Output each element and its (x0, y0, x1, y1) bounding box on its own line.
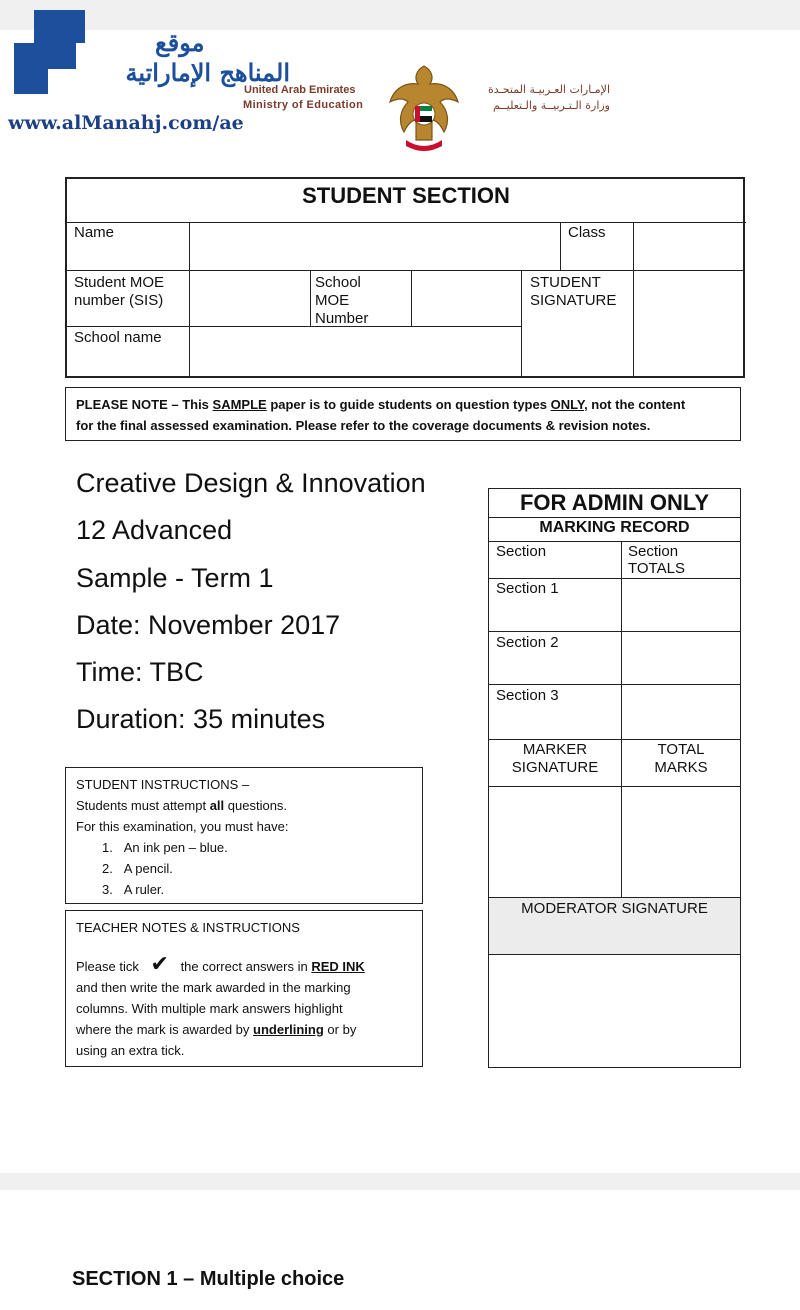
name-field[interactable] (189, 222, 561, 271)
marker-signature-label-1: MARKER (522, 741, 588, 758)
school-moe-label-3: Number (315, 310, 369, 327)
student-signature-label-2: SIGNATURE (530, 292, 617, 309)
student-signature-field[interactable] (633, 270, 745, 378)
exam-term: Sample - Term 1 (76, 563, 274, 593)
teacher-notes-line-5: using an extra tick. (76, 1043, 185, 1058)
section-3-label: Section 3 (496, 687, 559, 704)
ministry-name-ar-1: الإمـارات العـربيـة المتحـدة (488, 83, 610, 96)
student-instructions-heading: STUDENT INSTRUCTIONS – (76, 777, 250, 792)
section-1-heading: SECTION 1 – Multiple choice (72, 1268, 345, 1290)
section-totals-header-1: Section (628, 543, 679, 560)
student-section-table (65, 177, 745, 378)
total-marks-field[interactable] (621, 786, 741, 898)
moderator-signature-label: MODERATOR SIGNATURE (521, 900, 708, 917)
student-instructions-box (65, 767, 423, 904)
class-label: Class (568, 224, 606, 241)
document-page-2 (0, 1190, 800, 1310)
moe-number-label-1: Student MOE (74, 274, 165, 291)
ministry-name-ar-2: وزارة الـتـربيــة والـتعليــم (492, 99, 610, 112)
marker-signature-field[interactable] (488, 786, 622, 898)
student-signature-label-1: STUDENT (530, 274, 601, 291)
section-3-total-field[interactable] (621, 684, 741, 740)
moderator-signature-field[interactable] (488, 954, 741, 1068)
school-name-field[interactable] (189, 326, 522, 378)
school-moe-field[interactable] (411, 270, 522, 327)
student-instructions-line-2: For this examination, you must have: (76, 819, 289, 834)
section-1-label: Section 1 (496, 580, 559, 597)
teacher-notes-line-2: and then write the mark awarded in the marking (76, 980, 351, 995)
teacher-notes-line-4: where the mark is awarded by underlining or by (76, 1022, 357, 1037)
list-item: 3. A ruler. (102, 882, 165, 897)
section-2-total-field[interactable] (621, 631, 741, 685)
marking-record-title: MARKING RECORD (539, 519, 690, 536)
section-1-total-field[interactable] (621, 578, 741, 632)
site-url[interactable]: www.alManahj.com/ae (8, 112, 244, 134)
school-moe-label-1: School (315, 274, 361, 291)
list-item: 1. An ink pen – blue. (102, 840, 228, 855)
teacher-notes-line-3: columns. With multiple mark answers highlight (76, 1001, 343, 1016)
teacher-notes-line-1: Please tick ✔ the correct answers in RED INK (76, 951, 365, 976)
exam-date: Date: November 2017 (76, 610, 341, 640)
section-2-label: Section 2 (496, 634, 559, 651)
moe-number-label-2: number (SIS) (74, 292, 164, 309)
exam-duration: Duration: 35 minutes (76, 704, 326, 734)
ministry-name-en-1: United Arab Emirates (244, 84, 356, 96)
site-name-line2: المناهج الإماراتية (125, 58, 290, 87)
marker-signature-label-2: SIGNATURE (511, 759, 599, 776)
teacher-notes-heading: TEACHER NOTES & INSTRUCTIONS (76, 920, 300, 935)
admin-title: FOR ADMIN ONLY (519, 490, 710, 515)
notice-line-2: for the final assessed examination. Please refer to the coverage documents & revision notes. (76, 418, 651, 433)
moe-number-field[interactable] (189, 270, 311, 327)
exam-level: 12 Advanced (76, 515, 233, 545)
class-field[interactable] (633, 222, 745, 271)
exam-time: Time: TBC (76, 657, 204, 687)
site-name-line1: موقع (155, 28, 205, 57)
school-name-label: School name (74, 329, 162, 346)
tick-icon: ✔ (150, 951, 169, 976)
total-marks-label-1: TOTAL (657, 741, 705, 758)
student-section-title: STUDENT SECTION (302, 183, 510, 208)
site-logo (14, 10, 85, 94)
school-moe-label-2: MOE (315, 292, 350, 309)
section-totals-header-2: TOTALS (628, 560, 685, 577)
student-instructions-line-1: Students must attempt all questions. (76, 798, 288, 813)
section-column-header: Section (496, 543, 547, 560)
list-item: 2. A pencil. (102, 861, 173, 876)
admin-marking-table (488, 488, 741, 1068)
uae-emblem-icon (386, 62, 462, 152)
exam-subject: Creative Design & Innovation (76, 468, 426, 498)
notice-line-1: PLEASE NOTE – This SAMPLE paper is to guide students on question types ONLY, not the content (76, 397, 686, 412)
sample-paper-notice (65, 387, 741, 441)
ministry-name-en-2: Ministry of Education (243, 99, 364, 111)
total-marks-label-2: MARKS (654, 759, 708, 776)
name-label: Name (74, 224, 115, 241)
teacher-notes-box (65, 910, 423, 1067)
